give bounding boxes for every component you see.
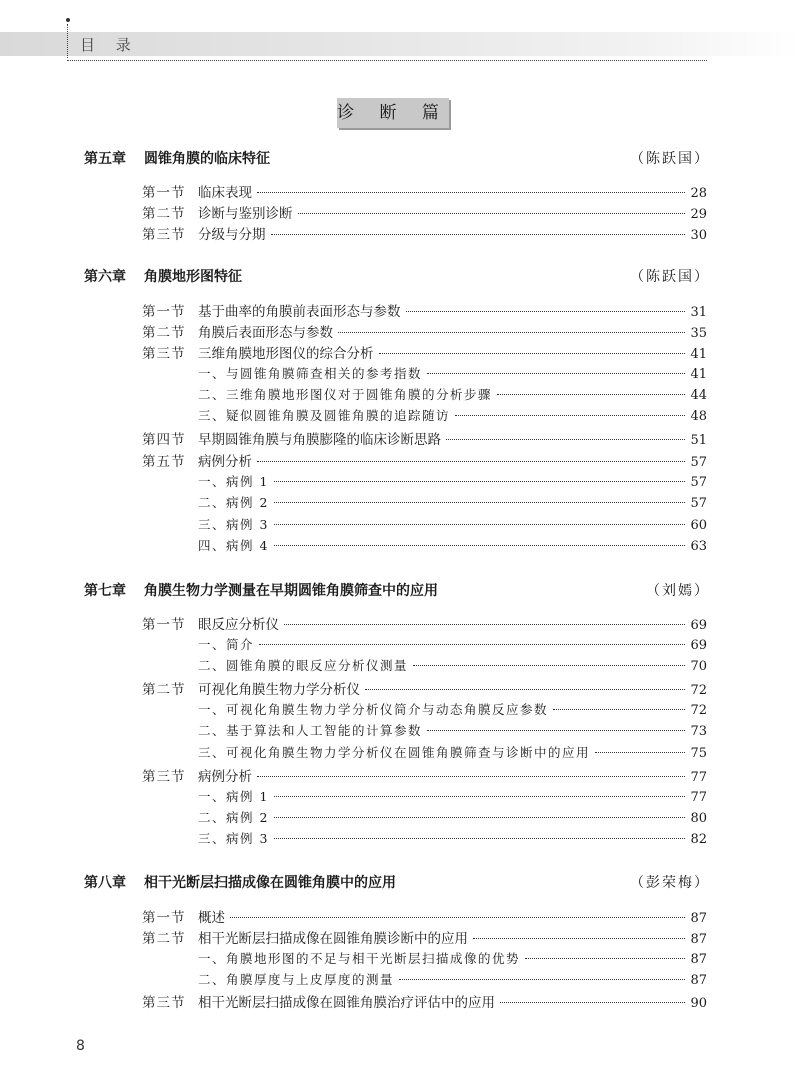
- page-number: 72: [690, 703, 707, 718]
- dot-leader: [473, 938, 685, 939]
- page-number: 57: [690, 496, 707, 511]
- toc-section[interactable]: [142, 906, 707, 926]
- header-title: 目 录: [80, 36, 139, 54]
- dot-leader: [500, 1002, 685, 1003]
- toc-subitem[interactable]: [198, 385, 707, 405]
- dot-leader: [298, 213, 686, 214]
- page-number: 30: [690, 228, 707, 243]
- toc-subitem[interactable]: [198, 808, 707, 828]
- toc-subitem[interactable]: [198, 364, 707, 384]
- toc-section[interactable]: [142, 765, 707, 785]
- toc-subitem[interactable]: [198, 515, 707, 535]
- chapter-author: （彭荣梅）: [630, 875, 710, 891]
- toc-section[interactable]: [142, 223, 707, 243]
- page-number: 31: [690, 305, 707, 320]
- subitem-title: 一、病例 1: [198, 789, 269, 804]
- dot-leader: [427, 730, 685, 731]
- section-title-text: 相干光断层扫描成像在圆锥角膜治疗评估中的应用: [198, 995, 495, 1011]
- section-title-text: 眼反应分析仪: [198, 617, 279, 633]
- dot-leader: [284, 624, 685, 625]
- chapter-title: 角膜地形图特征: [144, 269, 242, 285]
- page-number: 29: [690, 207, 707, 222]
- section-number: 第五节: [142, 454, 186, 470]
- section-title-text: 三维角膜地形图仪的综合分析: [198, 346, 374, 362]
- section-number: 第一节: [142, 185, 186, 201]
- dot-leader: [274, 545, 686, 546]
- section-number: 第三节: [142, 346, 186, 362]
- header-dot: [66, 18, 70, 22]
- subitem-title: 二、基于算法和人工智能的计算参数: [198, 723, 423, 738]
- toc-subitem[interactable]: [198, 536, 707, 556]
- page-number: 82: [690, 832, 707, 847]
- toc-subitem[interactable]: [198, 406, 707, 426]
- dot-leader: [553, 709, 685, 710]
- header-divider-vertical: [67, 24, 68, 58]
- dot-leader: [230, 917, 685, 918]
- page-number: 87: [690, 932, 707, 947]
- subitem-title: 一、可视化角膜生物力学分析仪简介与动态角膜反应参数: [198, 702, 549, 717]
- page-number: 41: [690, 367, 707, 382]
- section-number: 第二节: [142, 206, 186, 222]
- section-title-text: 病例分析: [198, 454, 252, 470]
- section-number: 第三节: [142, 769, 186, 785]
- page-number: 35: [690, 326, 707, 341]
- dot-leader: [257, 461, 685, 462]
- toc-subitem[interactable]: [198, 829, 707, 849]
- page-number: 48: [690, 409, 707, 424]
- dot-leader: [259, 644, 685, 645]
- chapter-number: 第八章: [84, 875, 126, 891]
- header-divider-horizontal: [67, 60, 707, 61]
- section-title-text: 可视化角膜生物力学分析仪: [198, 682, 360, 698]
- page-number: 77: [690, 770, 707, 785]
- dot-leader: [274, 796, 686, 797]
- section-number: 第三节: [142, 995, 186, 1011]
- dot-leader: [406, 311, 686, 312]
- dot-leader: [413, 665, 685, 666]
- subitem-title: 三、病例 3: [198, 517, 269, 532]
- toc-subitem[interactable]: [198, 635, 707, 655]
- dot-leader: [365, 689, 685, 690]
- page-number: 44: [690, 388, 707, 403]
- page-number: 90: [690, 996, 707, 1011]
- chapter-author: （刘嫣）: [646, 583, 710, 599]
- page-number: 41: [690, 347, 707, 362]
- subitem-title: 二、病例 2: [198, 495, 269, 510]
- toc-section[interactable]: [142, 927, 707, 947]
- toc-section[interactable]: [142, 428, 707, 448]
- subitem-title: 三、疑似圆锥角膜及圆锥角膜的追踪随访: [198, 408, 451, 423]
- section-title-text: 诊断与鉴别诊断: [198, 206, 293, 222]
- subitem-title: 一、角膜地形图的不足与相干光断层扫描成像的优势: [198, 951, 521, 966]
- page-number: 63: [690, 539, 707, 554]
- page-number: 57: [690, 455, 707, 470]
- dot-leader: [338, 332, 685, 333]
- section-title-text: 角膜后表面形态与参数: [198, 325, 333, 341]
- dot-leader: [271, 234, 686, 235]
- toc-section[interactable]: [142, 678, 707, 698]
- section-title-text: 病例分析: [198, 769, 252, 785]
- dot-leader: [274, 838, 686, 839]
- toc-section[interactable]: [142, 300, 707, 320]
- toc-subitem[interactable]: [198, 493, 707, 513]
- page-number: 70: [690, 659, 707, 674]
- page-number: 60: [690, 518, 707, 533]
- section-title-text: 临床表现: [198, 185, 252, 201]
- subitem-title: 三、病例 3: [198, 831, 269, 846]
- section-number: 第二节: [142, 325, 186, 341]
- subitem-title: 一、与圆锥角膜筛查相关的参考指数: [198, 366, 423, 381]
- page-footer-number: 8: [76, 1038, 85, 1054]
- dot-leader: [257, 192, 685, 193]
- dot-leader: [274, 817, 686, 818]
- toc-subitem[interactable]: [198, 743, 707, 763]
- chapter-number: 第七章: [84, 583, 126, 599]
- toc-subitem[interactable]: [198, 970, 707, 990]
- section-title-text: 分级与分期: [198, 227, 266, 243]
- subitem-title: 一、简介: [198, 637, 255, 652]
- dot-leader: [595, 752, 685, 753]
- dot-leader: [274, 524, 686, 525]
- subitem-title: 二、圆锥角膜的眼反应分析仪测量: [198, 658, 409, 673]
- chapter-heading[interactable]: [84, 266, 710, 286]
- page-number: 77: [690, 790, 707, 805]
- section-title-text: 概述: [198, 910, 225, 926]
- page-number: 72: [690, 683, 707, 698]
- chapter-number: 第五章: [84, 151, 126, 167]
- dot-leader: [525, 958, 685, 959]
- section-number: 第四节: [142, 432, 186, 448]
- subitem-title: 二、角膜厚度与上皮厚度的测量: [198, 972, 395, 987]
- page-number: 28: [690, 186, 707, 201]
- toc-section[interactable]: [142, 202, 707, 222]
- dot-leader: [399, 979, 685, 980]
- subitem-title: 四、病例 4: [198, 538, 269, 553]
- chapter-author: （陈跃国）: [630, 269, 710, 285]
- section-number: 第二节: [142, 682, 186, 698]
- chapter-heading[interactable]: [84, 148, 710, 168]
- dot-leader: [497, 394, 685, 395]
- page-number: 73: [690, 724, 707, 739]
- section-title: 诊 断 篇: [337, 98, 449, 128]
- dot-leader: [455, 415, 685, 416]
- page-number: 80: [690, 811, 707, 826]
- toc-section[interactable]: [142, 342, 707, 362]
- section-title-text: 早期圆锥角膜与角膜膨隆的临床诊断思路: [198, 432, 441, 448]
- section-number: 第二节: [142, 931, 186, 947]
- toc-subitem[interactable]: [198, 787, 707, 807]
- dot-leader: [274, 502, 686, 503]
- page-number: 75: [690, 746, 707, 761]
- page-number: 69: [690, 638, 707, 653]
- subitem-title: 一、病例 1: [198, 474, 269, 489]
- section-number: 第一节: [142, 617, 186, 633]
- page-number: 87: [690, 952, 707, 967]
- toc-subitem[interactable]: [198, 656, 707, 676]
- chapter-title: 相干光断层扫描成像在圆锥角膜中的应用: [144, 875, 396, 891]
- subitem-title: 三、可视化角膜生物力学分析仪在圆锥角膜筛查与诊断中的应用: [198, 745, 591, 760]
- toc-subitem[interactable]: [198, 721, 707, 741]
- subitem-title: 二、三维角膜地形图仪对于圆锥角膜的分析步骤: [198, 387, 493, 402]
- toc-subitem[interactable]: [198, 949, 707, 969]
- page-number: 57: [690, 475, 707, 490]
- section-number: 第三节: [142, 227, 186, 243]
- section-title-text: 相干光断层扫描成像在圆锥角膜诊断中的应用: [198, 931, 468, 947]
- chapter-title: 角膜生物力学测量在早期圆锥角膜筛查中的应用: [144, 583, 438, 599]
- toc-section[interactable]: [142, 321, 707, 341]
- dot-leader: [427, 373, 685, 374]
- dot-leader: [446, 439, 685, 440]
- toc-section[interactable]: [142, 450, 707, 470]
- section-number: 第一节: [142, 304, 186, 320]
- toc-section[interactable]: [142, 613, 707, 633]
- dot-leader: [257, 776, 685, 777]
- section-number: 第一节: [142, 910, 186, 926]
- page-number: 87: [690, 973, 707, 988]
- toc-subitem[interactable]: [198, 472, 707, 492]
- chapter-title: 圆锥角膜的临床特征: [144, 151, 270, 167]
- dot-leader: [379, 353, 686, 354]
- chapter-heading[interactable]: [84, 872, 710, 892]
- toc-subitem[interactable]: [198, 700, 707, 720]
- section-title-text: 基于曲率的角膜前表面形态与参数: [198, 304, 401, 320]
- chapter-heading[interactable]: [84, 580, 710, 600]
- toc-section[interactable]: [142, 181, 707, 201]
- dot-leader: [274, 481, 686, 482]
- page-number: 87: [690, 911, 707, 926]
- page-number: 51: [690, 433, 707, 448]
- chapter-author: （陈跃国）: [630, 151, 710, 167]
- chapter-number: 第六章: [84, 269, 126, 285]
- subitem-title: 二、病例 2: [198, 810, 269, 825]
- toc-section[interactable]: [142, 991, 707, 1011]
- page-number: 69: [690, 618, 707, 633]
